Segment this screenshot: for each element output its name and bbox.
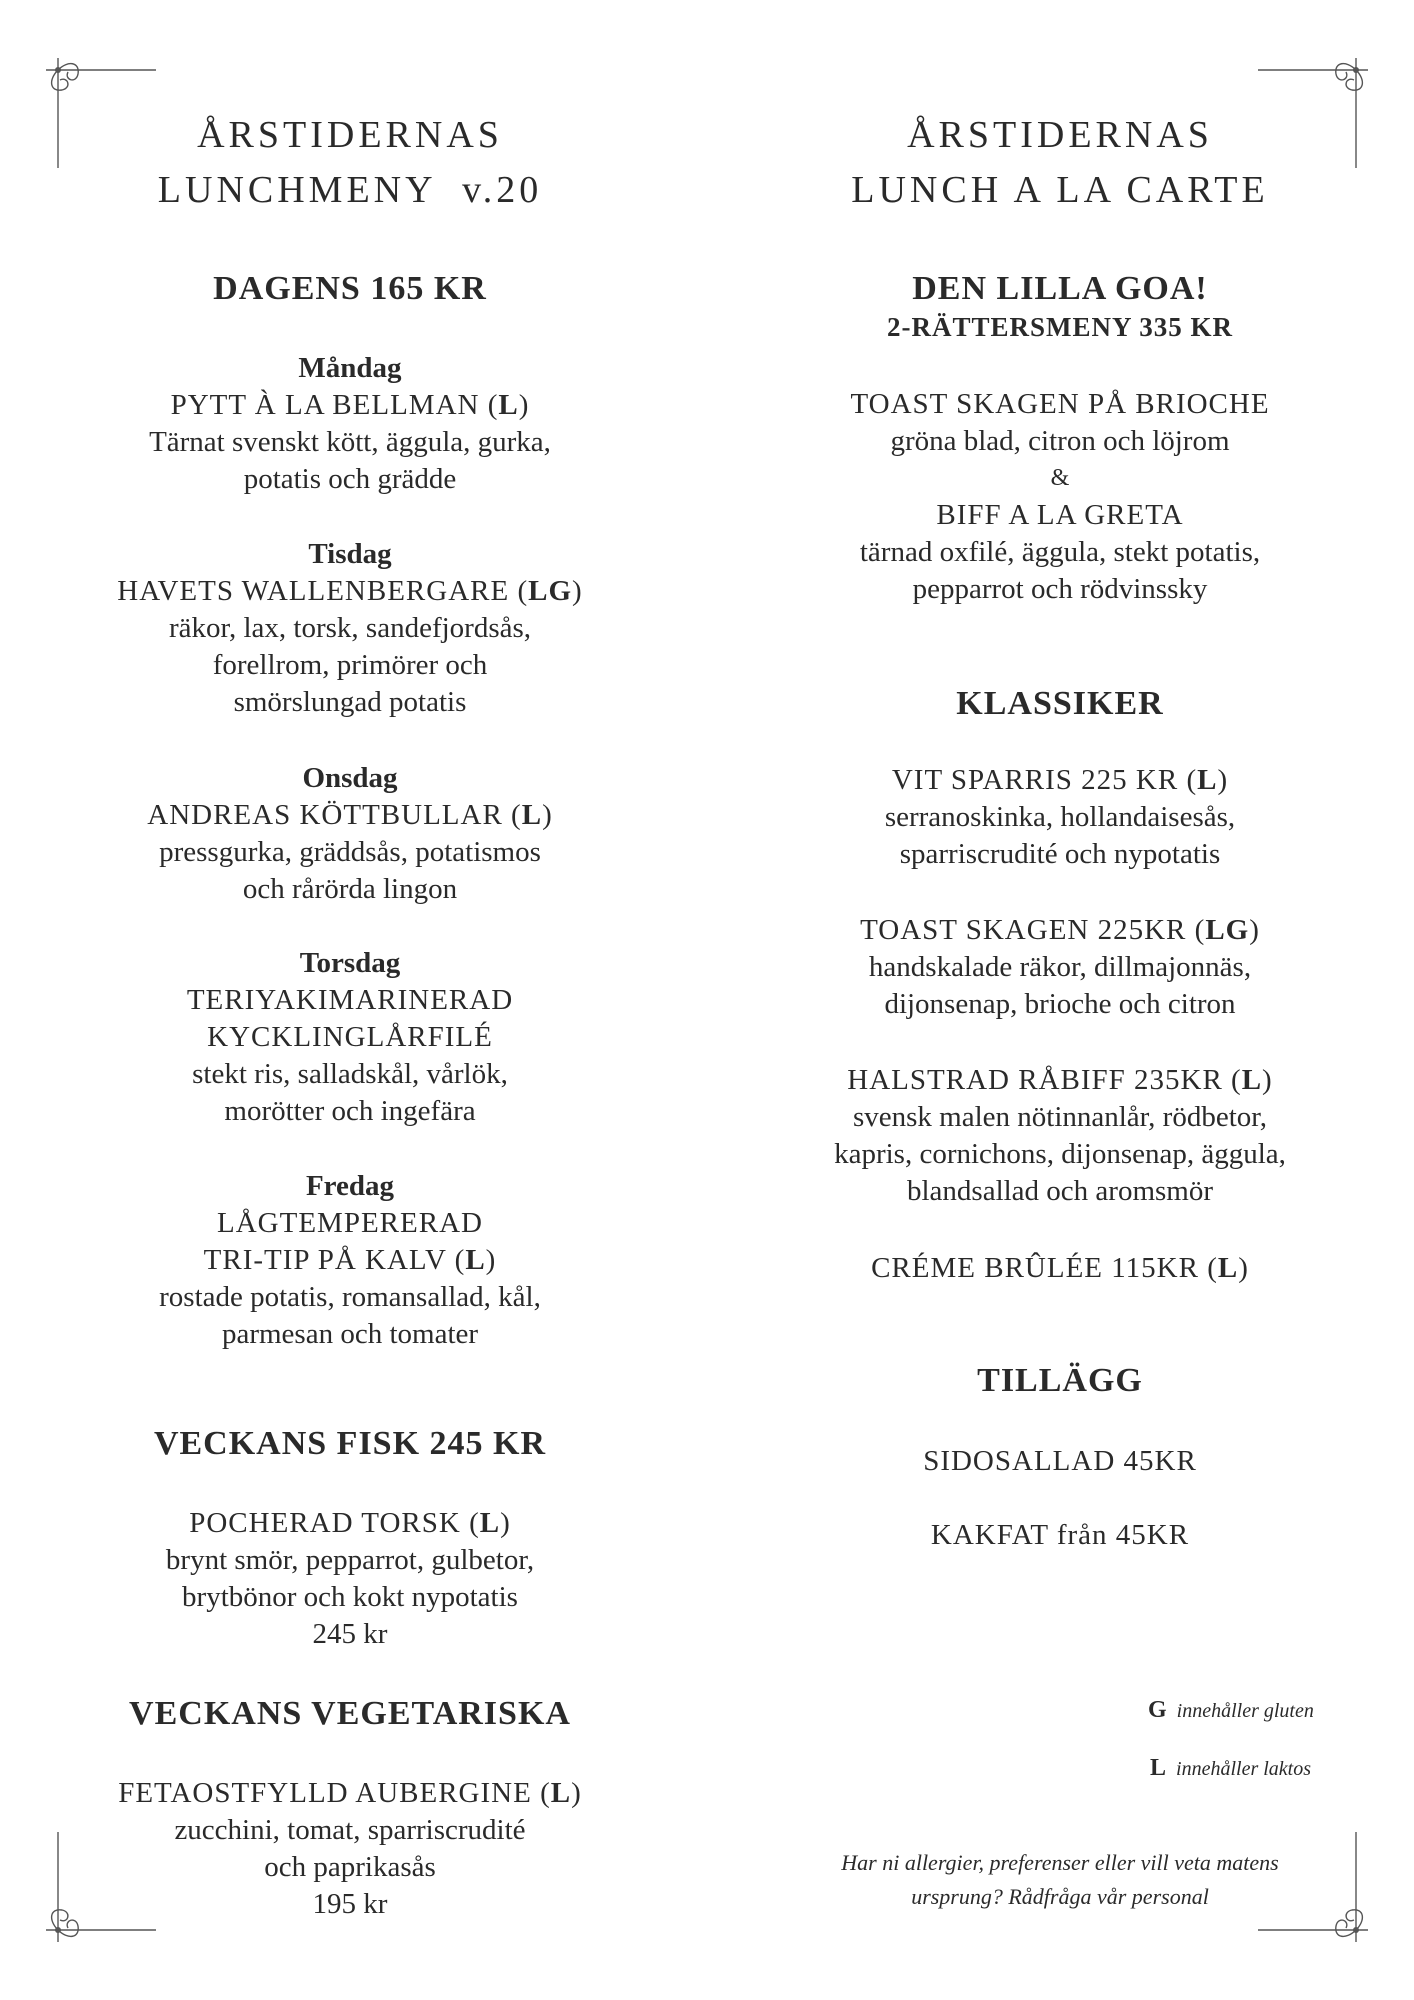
goa-subheading: 2-RÄTTERSMENY 335 KR xyxy=(886,312,1234,342)
dish-name: TOAST SKAGEN PÅ BRIOCHE xyxy=(850,388,1270,420)
menu-item-tuesday xyxy=(60,536,640,721)
day-label: Torsdag xyxy=(299,947,401,979)
day-label: Fredag xyxy=(305,1170,395,1202)
legend-text: innehåller gluten xyxy=(1176,1700,1314,1722)
dish-description: serranoskinka, hollandaisesås, xyxy=(884,801,1236,833)
dish-description: smörslungad potatis xyxy=(233,686,467,718)
tillagg-heading: TILLÄGG xyxy=(977,1362,1143,1399)
klassiker-heading: KLASSIKER xyxy=(956,685,1164,722)
day-label: Onsdag xyxy=(302,762,398,794)
dish-name: SIDOSALLAD 45KR xyxy=(923,1445,1197,1477)
veg-heading: VECKANS VEGETARISKA xyxy=(129,1695,571,1732)
dish-name: LÅGTEMPERERAD xyxy=(217,1207,483,1239)
page-title-right xyxy=(770,108,1350,218)
dish-description: räkor, lax, torsk, sandefjordsås, xyxy=(168,612,532,644)
menu-item-klassiker xyxy=(770,1250,1350,1287)
dish-description: pressgurka, gräddsås, potatismos xyxy=(159,836,541,868)
dish-price: 195 kr xyxy=(312,1888,388,1920)
dish-name: TOAST SKAGEN 225KR (LG) xyxy=(860,914,1260,946)
allergen-tag: L xyxy=(1241,1064,1263,1096)
allergen-tag: L xyxy=(1197,764,1218,796)
allergen-tag: L xyxy=(1217,1252,1239,1284)
menu-item-thursday xyxy=(60,945,640,1130)
dish-description: brynt smör, pepparrot, gulbetor, xyxy=(165,1544,535,1576)
tillagg-item xyxy=(770,1517,1350,1554)
legend-letter: G xyxy=(1148,1697,1167,1723)
dish-description: stekt ris, salladskål, vårlök, xyxy=(192,1058,508,1090)
legend-gluten xyxy=(1148,1697,1314,1724)
menu-item-wednesday xyxy=(60,760,640,908)
dish-name: HAVETS WALLENBERGARE (LG) xyxy=(117,575,583,607)
legend-letter: L xyxy=(1150,1755,1167,1781)
menu-item-klassiker xyxy=(770,762,1350,873)
dagens-heading: DAGENS 165 KR xyxy=(213,270,487,307)
dish-description: dijonsenap, brioche och citron xyxy=(884,988,1236,1020)
menu-item-klassiker xyxy=(770,912,1350,1023)
goa-menu xyxy=(770,386,1350,608)
dish-description: kapris, cornichons, dijonsenap, äggula, xyxy=(834,1138,1286,1170)
ampersand: & xyxy=(1050,465,1070,491)
menu-item-fisk xyxy=(60,1505,640,1653)
menu-item-klassiker xyxy=(770,1062,1350,1210)
legend-lactose xyxy=(1150,1755,1311,1782)
goa-heading: DEN LILLA GOA! xyxy=(912,270,1208,307)
dish-name: FETAOSTFYLLD AUBERGINE (L) xyxy=(118,1777,582,1809)
dish-description: Tärnat svenskt kött, äggula, gurka, xyxy=(149,426,551,458)
menu-item-monday xyxy=(60,350,640,498)
dish-description: och paprikasås xyxy=(264,1851,436,1883)
day-label: Måndag xyxy=(298,352,402,384)
dish-description: parmesan och tomater xyxy=(221,1318,479,1350)
dish-name: POCHERAD TORSK (L) xyxy=(189,1507,511,1539)
dish-description: och rårörda lingon xyxy=(242,873,458,905)
dish-name: PYTT À LA BELLMAN (L) xyxy=(170,389,530,421)
dish-description: sparriscrudité och nypotatis xyxy=(899,838,1221,870)
dish-description: zucchini, tomat, sparriscrudité xyxy=(174,1814,526,1846)
allergen-tag: L xyxy=(550,1777,572,1809)
dish-description: gröna blad, citron och löjrom xyxy=(890,425,1230,457)
note-line: ursprung? Rådfråga vår personal xyxy=(911,1884,1209,1909)
allergy-note xyxy=(770,1846,1350,1914)
dish-description: rostade potatis, romansallad, kål, xyxy=(159,1281,541,1313)
title-line: ÅRSTIDERNAS xyxy=(197,114,503,156)
allergen-tag: L xyxy=(498,389,519,421)
note-line: Har ni allergier, preferenser eller vill veta matens xyxy=(841,1850,1279,1875)
dish-name: HALSTRAD RÅBIFF 235KR (L) xyxy=(847,1064,1273,1096)
allergen-tag: L xyxy=(465,1244,486,1276)
allergen-tag: LG xyxy=(528,575,573,607)
allergen-tag: L xyxy=(479,1507,501,1539)
dish-description: svensk malen nötinnanlår, rödbetor, xyxy=(852,1101,1268,1133)
dish-description: forellrom, primörer och xyxy=(212,649,488,681)
title-line: LUNCHMENY v.20 xyxy=(157,169,543,211)
dish-name: KYCKLINGLÅRFILÉ xyxy=(207,1021,493,1053)
legend-text: innehåller laktos xyxy=(1176,1758,1311,1780)
dish-name: TRI-TIP PÅ KALV (L) xyxy=(203,1244,497,1276)
dish-name: TERIYAKIMARINERAD xyxy=(186,984,514,1016)
allergen-tag: LG xyxy=(1205,914,1250,946)
tillagg-item xyxy=(770,1443,1350,1480)
menu-item-friday xyxy=(60,1168,640,1353)
dish-description: tärnad oxfilé, äggula, stekt potatis, xyxy=(859,536,1261,568)
menu-item-veg xyxy=(60,1775,640,1923)
day-label: Tisdag xyxy=(308,538,392,570)
dish-price: 245 kr xyxy=(312,1618,388,1650)
dish-description: potatis och grädde xyxy=(243,463,457,495)
dish-name: CRÉME BRÛLÉE 115KR (L) xyxy=(871,1252,1249,1284)
dish-name: ANDREAS KÖTTBULLAR (L) xyxy=(147,799,553,831)
fisk-heading: VECKANS FISK 245 KR xyxy=(153,1425,547,1462)
dish-description: brytbönor och kokt nypotatis xyxy=(182,1581,518,1613)
title-line: ÅRSTIDERNAS xyxy=(907,114,1213,156)
dish-name: KAKFAT från 45KR xyxy=(930,1519,1190,1551)
page-title-left xyxy=(60,108,640,218)
allergen-tag: L xyxy=(521,799,543,831)
dish-name: VIT SPARRIS 225 KR (L) xyxy=(891,764,1229,796)
dish-description: handskalade räkor, dillmajonnäs, xyxy=(868,951,1252,983)
dish-name: BIFF A LA GRETA xyxy=(936,499,1184,531)
title-line: LUNCH A LA CARTE xyxy=(851,169,1269,211)
dish-description: blandsallad och aromsmör xyxy=(906,1175,1214,1207)
dish-description: morötter och ingefära xyxy=(224,1095,476,1127)
dish-description: pepparrot och rödvinssky xyxy=(912,573,1208,605)
